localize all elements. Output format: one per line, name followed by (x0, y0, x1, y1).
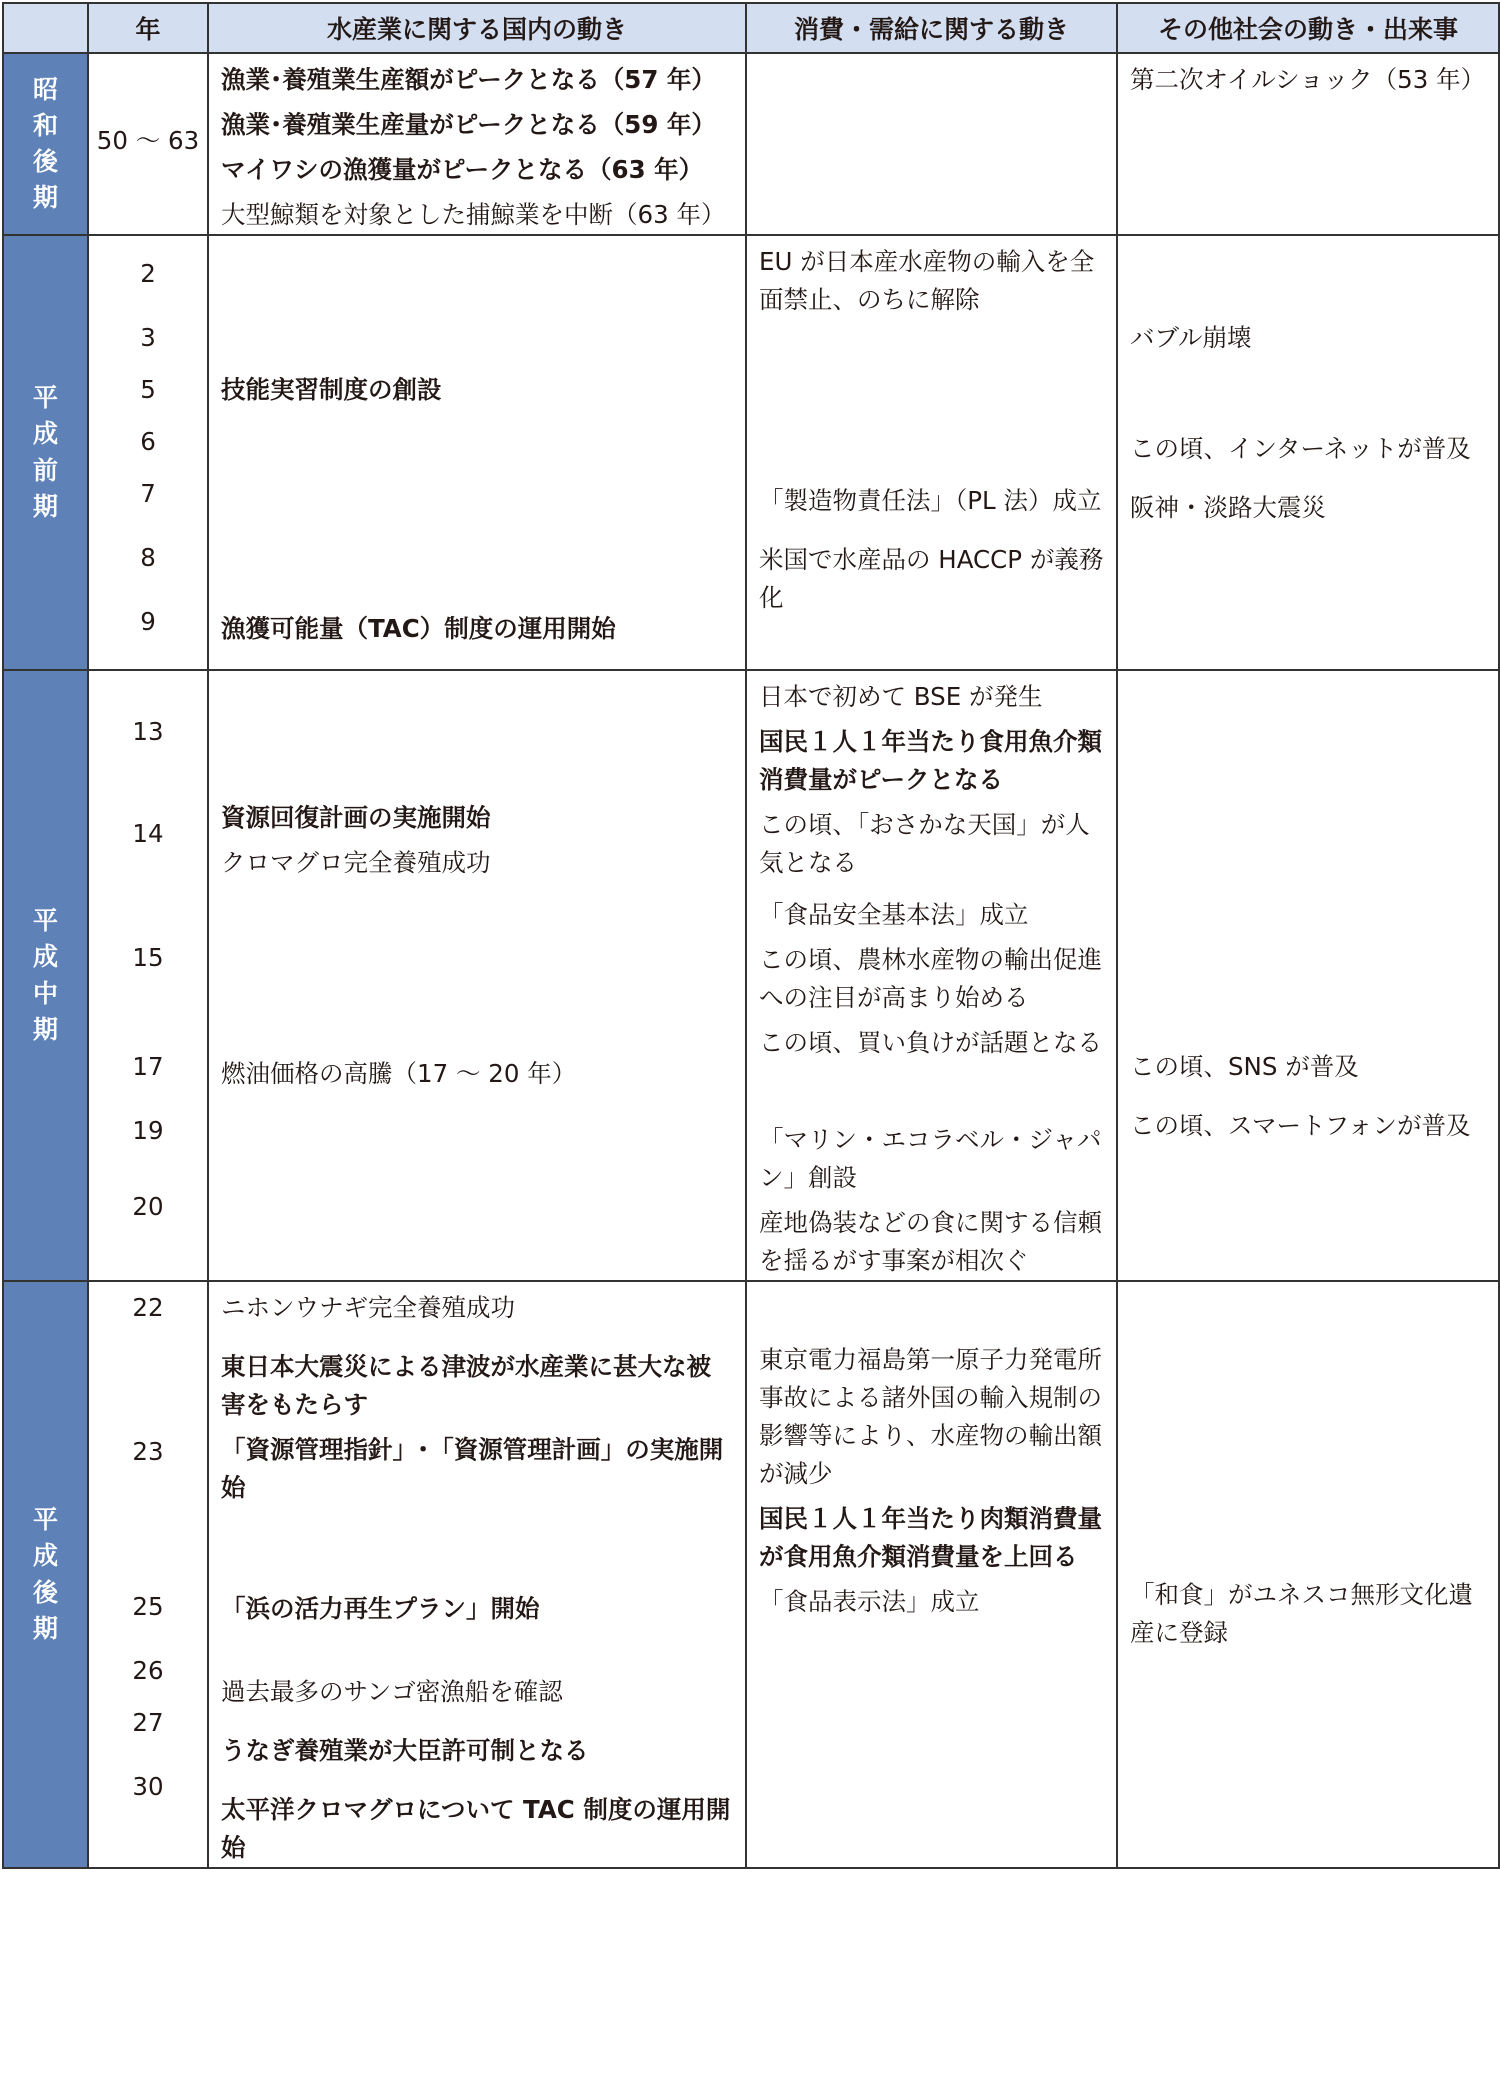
society-slot (1118, 1282, 1498, 1334)
domestic-slot (209, 371, 745, 423)
society-slot (1118, 1183, 1498, 1259)
domestic-slot (209, 423, 745, 475)
year-slot (89, 416, 207, 468)
year-slot (89, 468, 207, 520)
society-slot (1118, 1652, 1498, 1704)
era-label-cell (3, 670, 88, 1281)
consumption-event: 「製造物責任法」（PL 法）成立 (759, 486, 1102, 515)
society-slot (1118, 1107, 1498, 1183)
year-slot (89, 1093, 207, 1169)
consumption-slot (747, 896, 1116, 1062)
consumption-event: この頃、買い負けが話題となる (759, 1028, 1102, 1057)
era-label: 平成前期 (32, 383, 58, 521)
society-slot (1118, 792, 1498, 875)
year-value: 6 (140, 427, 156, 456)
domestic-slot (209, 475, 745, 527)
domestic-slot (209, 1055, 745, 1107)
society-slot (1118, 671, 1498, 792)
year-slot (89, 792, 207, 875)
year-value: 2 (140, 259, 156, 288)
year-cell (88, 670, 208, 1281)
consumption-slot (747, 1282, 1116, 1334)
consumption-slot (747, 1341, 1116, 1576)
society-event: この頃、スマートフォンが普及 (1130, 1111, 1471, 1140)
domestic-cell (208, 235, 746, 670)
domestic-slot (209, 1732, 745, 1784)
society-slot (1118, 1756, 1498, 1832)
year-value: 19 (132, 1116, 164, 1145)
year-slot (89, 1169, 207, 1245)
society-event: 阪神・淡路大震災 (1130, 493, 1326, 522)
domestic-event: 過去最多のサンゴ密漁船を確認 (221, 1677, 563, 1706)
domestic-slot (209, 1107, 745, 1183)
domestic-event: クロマグロ完全養殖成功 (221, 848, 491, 877)
header-domestic: 水産業に関する国内の動き (208, 3, 746, 53)
year-slot (89, 54, 207, 227)
society-event: この頃、SNS が普及 (1130, 1052, 1359, 1081)
society-event: 第二次オイルショック（53 年） (1130, 65, 1486, 94)
society-slot (1118, 541, 1498, 617)
society-slot (1118, 1048, 1498, 1100)
year-value: 27 (132, 1708, 164, 1737)
year-slot (89, 236, 207, 312)
consumption-event: 国民１人１年当たり食用魚介類消費量がピークとなる (759, 727, 1102, 794)
year-value: 14 (132, 818, 164, 848)
domestic-slot (209, 610, 745, 662)
year-value: 23 (132, 1436, 164, 1466)
consumption-event: 米国で水産品の HACCP が義務化 (759, 545, 1104, 612)
year-cell (88, 53, 208, 235)
year-slot (89, 596, 207, 648)
society-cell (1117, 235, 1499, 670)
era-label: 平成後期 (32, 1505, 58, 1643)
society-event: バブル崩壊 (1130, 323, 1252, 352)
society-event: この頃、インターネットが普及 (1130, 434, 1471, 463)
era-section-row (3, 235, 1499, 670)
year-value: 9 (140, 607, 156, 636)
year-value: 26 (132, 1656, 164, 1685)
fisheries-history-table (2, 2, 1500, 1869)
consumption-slot (747, 1583, 1116, 1659)
era-label: 昭和後期 (32, 74, 58, 213)
year-slot (89, 671, 207, 792)
consumption-cell (746, 1281, 1117, 1868)
year-value: 13 (132, 716, 164, 746)
consumption-event: 「食品安全基本法」成立 (759, 900, 1029, 929)
domestic-cell (208, 53, 746, 235)
year-cell (88, 235, 208, 670)
table-body (3, 53, 1499, 1868)
society-slot (1118, 319, 1498, 371)
year-value: 30 (132, 1772, 164, 1801)
year-slot (89, 520, 207, 596)
year-slot (89, 1697, 207, 1749)
year-slot (89, 312, 207, 364)
society-slot (1118, 875, 1498, 1041)
consumption-slot (747, 54, 1116, 227)
domestic-event: 「資源管理指針」･「資源管理計画」の実施開始 (221, 1435, 724, 1502)
domestic-slot (209, 61, 745, 234)
year-value: 8 (140, 543, 156, 572)
year-slot (89, 1334, 207, 1569)
consumption-slot (747, 482, 1116, 534)
consumption-slot (747, 1763, 1116, 1839)
domestic-event: 漁獲可能量（TAC）制度の運用開始 (221, 614, 616, 643)
year-cell (88, 1281, 208, 1868)
domestic-slot (209, 1348, 745, 1583)
header-row (3, 3, 1499, 53)
era-label: 平成中期 (32, 906, 58, 1044)
header-society: その他社会の動き・出来事 (1117, 3, 1499, 53)
year-slot (89, 1749, 207, 1825)
society-slot (1118, 1704, 1498, 1756)
domestic-event: 資源回復計画の実施開始 (221, 803, 491, 832)
consumption-slot (747, 1204, 1116, 1280)
year-value: 3 (140, 323, 156, 352)
consumption-slot (747, 1711, 1116, 1763)
history-table-container (2, 2, 1498, 1869)
domestic-slot (209, 1289, 745, 1341)
era-label-cell (3, 1281, 88, 1868)
consumption-slot (747, 423, 1116, 475)
year-value: 17 (132, 1052, 164, 1081)
era-label-cell (3, 53, 88, 235)
society-event: 「和食」がユネスコ無形文化遺産に登録 (1130, 1580, 1473, 1647)
consumption-event: 東京電力福島第一原子力発電所事故による諸外国の輸入規制の影響等により、水産物の輸出額が減少 (759, 1345, 1102, 1488)
consumption-event: 「食品表示法」成立 (759, 1587, 980, 1616)
society-slot (1118, 236, 1498, 312)
consumption-event: EU が日本産水産物の輸入を全面禁止、のちに解除 (759, 247, 1095, 314)
domestic-cell (208, 670, 746, 1281)
domestic-event: 燃油価格の高騰（17 ～ 20 年） (221, 1059, 577, 1088)
domestic-event: うなぎ養殖業が大臣許可制となる (221, 1736, 589, 1765)
domestic-slot (209, 1673, 745, 1725)
year-slot (89, 875, 207, 1041)
domestic-event: ニホンウナギ完全養殖成功 (221, 1293, 515, 1322)
domestic-event: 漁業･養殖業生産量がピークとなる（59 年） (221, 110, 716, 139)
year-slot (89, 1282, 207, 1334)
year-value: 7 (140, 479, 156, 508)
consumption-slot (747, 243, 1116, 319)
society-slot (1118, 61, 1498, 234)
consumption-event: 産地偽装などの食に関する信頼を揺るがす事案が相次ぐ (759, 1208, 1102, 1275)
domestic-slot (209, 1183, 745, 1259)
era-section-row (3, 53, 1499, 235)
domestic-event: 漁業･養殖業生産額がピークとなる（57 年） (221, 65, 716, 94)
year-slot (89, 1041, 207, 1093)
domestic-event: 東日本大震災による津波が水産業に甚大な被害をもたらす (221, 1352, 711, 1419)
year-value: 22 (132, 1293, 164, 1322)
domestic-event: マイワシの漁獲量がピークとなる（63 年） (221, 155, 704, 184)
domestic-slot (209, 1590, 745, 1666)
consumption-slot (747, 1659, 1116, 1711)
year-value: 15 (132, 943, 164, 972)
domestic-slot (209, 527, 745, 603)
domestic-slot (209, 312, 745, 364)
consumption-event: この頃、農林水産物の輸出促進への注目が高まり始める (759, 945, 1102, 1012)
domestic-event: 技能実習制度の創設 (221, 375, 442, 404)
year-slot (89, 1645, 207, 1697)
year-slot (89, 1569, 207, 1645)
year-value: 5 (140, 375, 156, 404)
society-cell (1117, 670, 1499, 1281)
year-value: 20 (132, 1192, 164, 1221)
consumption-event: この頃、「おさかな天国」が人気となる (759, 810, 1090, 877)
domestic-slot (209, 882, 745, 1048)
society-cell (1117, 53, 1499, 235)
domestic-event: 「浜の活力再生プラン」開始 (221, 1594, 540, 1623)
society-slot (1118, 430, 1498, 482)
consumption-slot (747, 1062, 1116, 1114)
header-year: 年 (88, 3, 208, 53)
year-slot (89, 364, 207, 416)
header-consumption: 消費・需給に関する動き (746, 3, 1117, 53)
domestic-slot (209, 1791, 745, 1867)
domestic-cell (208, 1281, 746, 1868)
consumption-cell (746, 53, 1117, 235)
domestic-slot (209, 671, 745, 792)
society-cell (1117, 1281, 1499, 1868)
consumption-event: 国民１人１年当たり肉類消費量が食用魚介類消費量を上回る (759, 1504, 1102, 1571)
consumption-slot (747, 806, 1116, 889)
consumption-slot (747, 678, 1116, 799)
consumption-cell (746, 235, 1117, 670)
society-slot (1118, 489, 1498, 541)
year-value: 25 (132, 1592, 164, 1621)
era-section-row (3, 670, 1499, 1281)
consumption-event: 日本で初めて BSE が発生 (759, 682, 1043, 711)
era-section-row (3, 1281, 1499, 1868)
year-value: 50 ～ 63 (96, 125, 200, 155)
society-slot (1118, 617, 1498, 669)
consumption-slot (747, 541, 1116, 617)
domestic-slot (209, 799, 745, 882)
consumption-event: 「マリン・エコラベル・ジャパン」創設 (759, 1125, 1102, 1192)
society-slot (1118, 1576, 1498, 1652)
consumption-cell (746, 670, 1117, 1281)
consumption-slot (747, 1121, 1116, 1197)
domestic-event: 大型鯨類を対象とした捕鯨業を中断（63 年） (221, 200, 726, 229)
society-slot (1118, 1334, 1498, 1569)
consumption-slot (747, 319, 1116, 371)
domestic-slot (209, 236, 745, 312)
header-era (3, 3, 88, 53)
consumption-slot (747, 371, 1116, 423)
consumption-slot (747, 617, 1116, 669)
era-label-cell (3, 235, 88, 670)
domestic-event: 太平洋クロマグロについて TAC 制度の運用開始 (221, 1795, 731, 1862)
society-slot (1118, 371, 1498, 423)
